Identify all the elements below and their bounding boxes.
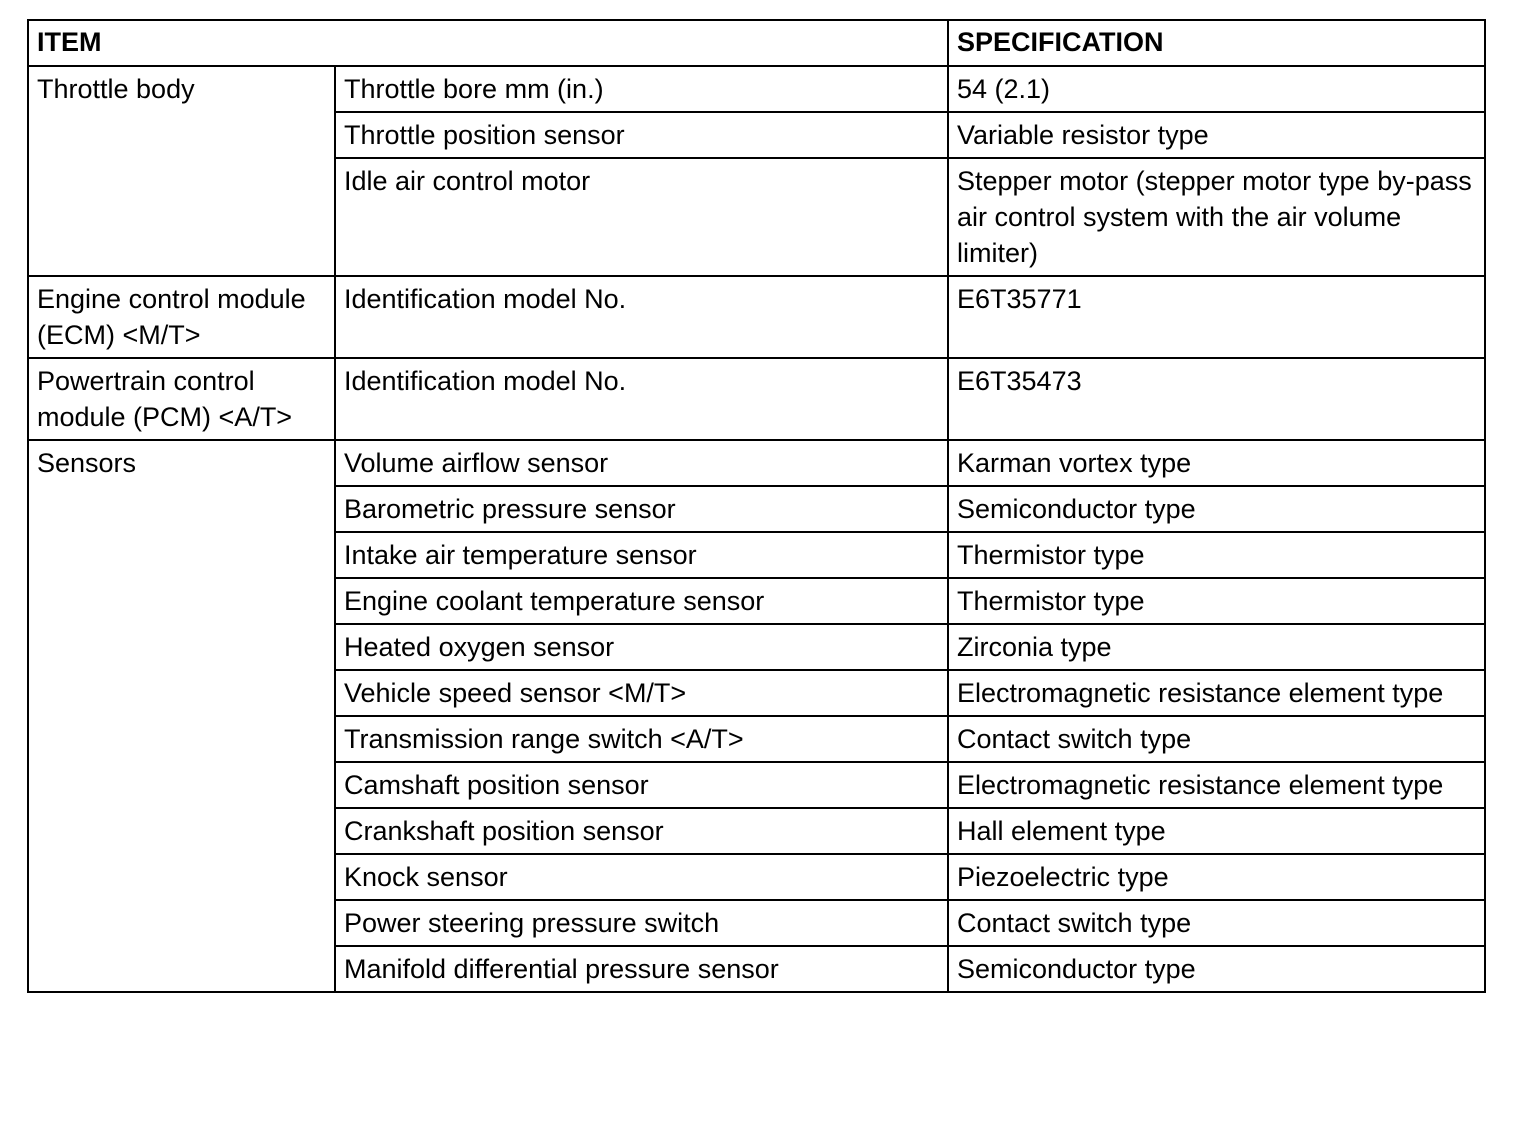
spec-cell: Zirconia type bbox=[948, 624, 1485, 670]
item-cell: Barometric pressure sensor bbox=[335, 486, 948, 532]
item-cell: Identification model No. bbox=[335, 358, 948, 440]
spec-cell: Karman vortex type bbox=[948, 440, 1485, 486]
spec-cell: Hall element type bbox=[948, 808, 1485, 854]
spec-cell: Semiconductor type bbox=[948, 486, 1485, 532]
item-cell: Identification model No. bbox=[335, 276, 948, 358]
spec-cell: E6T35473 bbox=[948, 358, 1485, 440]
item-cell: Vehicle speed sensor <M/T> bbox=[335, 670, 948, 716]
item-cell: Throttle position sensor bbox=[335, 112, 948, 158]
item-cell: Intake air temperature sensor bbox=[335, 532, 948, 578]
header-item: ITEM bbox=[28, 20, 948, 66]
spec-cell: Stepper motor (stepper motor type by-pass air control system with the air volume limiter) bbox=[948, 158, 1485, 276]
item-cell: Volume airflow sensor bbox=[335, 440, 948, 486]
item-cell: Heated oxygen sensor bbox=[335, 624, 948, 670]
item-cell: Engine coolant temperature sensor bbox=[335, 578, 948, 624]
header-row bbox=[28, 20, 1485, 66]
item-cell: Idle air control motor bbox=[335, 158, 948, 276]
item-cell: Transmission range switch <A/T> bbox=[335, 716, 948, 762]
item-cell: Throttle bore mm (in.) bbox=[335, 66, 948, 112]
table-row bbox=[28, 358, 1485, 440]
spec-cell: Thermistor type bbox=[948, 532, 1485, 578]
group-throttle-body: Throttle body bbox=[28, 66, 335, 276]
spec-cell: Piezoelectric type bbox=[948, 854, 1485, 900]
spec-cell: Contact switch type bbox=[948, 716, 1485, 762]
group-pcm: Powertrain control module (PCM) <A/T> bbox=[28, 358, 335, 440]
spec-cell: E6T35771 bbox=[948, 276, 1485, 358]
item-cell: Camshaft position sensor bbox=[335, 762, 948, 808]
spec-cell: Variable resistor type bbox=[948, 112, 1485, 158]
header-specification: SPECIFICATION bbox=[948, 20, 1485, 66]
table-row bbox=[28, 276, 1485, 358]
item-cell: Knock sensor bbox=[335, 854, 948, 900]
spec-cell: Electromagnetic resistance element type bbox=[948, 670, 1485, 716]
spec-cell: Contact switch type bbox=[948, 900, 1485, 946]
item-cell: Manifold differential pressure sensor bbox=[335, 946, 948, 992]
item-cell: Power steering pressure switch bbox=[335, 900, 948, 946]
group-sensors: Sensors bbox=[28, 440, 335, 992]
table-row bbox=[28, 66, 1485, 112]
item-cell: Crankshaft position sensor bbox=[335, 808, 948, 854]
group-ecm: Engine control module (ECM) <M/T> bbox=[28, 276, 335, 358]
spec-cell: Electromagnetic resistance element type bbox=[948, 762, 1485, 808]
spec-cell: 54 (2.1) bbox=[948, 66, 1485, 112]
specification-table bbox=[27, 19, 1486, 993]
spec-cell: Thermistor type bbox=[948, 578, 1485, 624]
table-row bbox=[28, 440, 1485, 486]
spec-cell: Semiconductor type bbox=[948, 946, 1485, 992]
